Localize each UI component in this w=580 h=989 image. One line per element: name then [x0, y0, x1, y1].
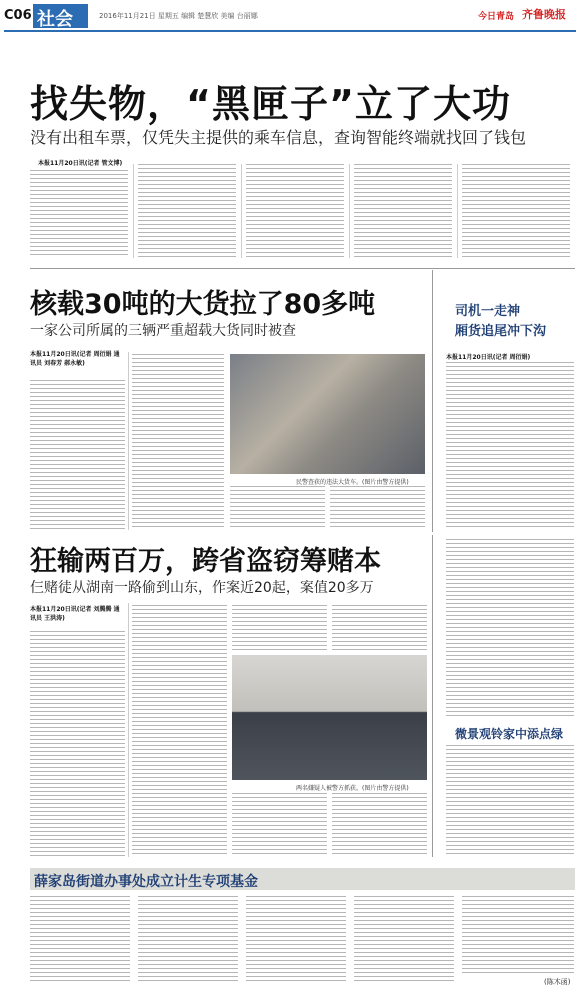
text-column	[138, 896, 238, 984]
story1-body	[30, 164, 575, 262]
truck-photo	[230, 354, 425, 474]
text-column	[132, 605, 227, 857]
story-gambler-theft	[0, 535, 580, 865]
text-column	[232, 605, 327, 650]
story2-sidebar-headline-1: 司机一走神	[455, 304, 521, 319]
suspects-photo	[232, 655, 427, 780]
story3-subhead: 仨赌徒从湖南一路偷到山东，作案近20起，案值20多万	[30, 580, 374, 596]
story-lost-wallet	[0, 40, 580, 265]
story1-subhead: 没有出租车票，仅凭失主提供的乘车信息，查询智能终端就找回了钱包	[30, 128, 527, 147]
text-column	[30, 380, 125, 530]
newspaper-logo: 齐鲁晚报	[522, 8, 566, 21]
story-overloaded-truck	[0, 270, 580, 535]
story1-headline: 找失物，“黑匣子”立了大功	[30, 82, 511, 126]
text-column	[354, 164, 452, 258]
text-column	[230, 486, 325, 530]
text-column	[30, 631, 125, 856]
story3-photo-caption: 两名嫌疑人被警方抓获。(图片由警方提供)	[296, 785, 409, 792]
section-divider	[30, 268, 575, 269]
story2-photo-caption: 民警查获的违法大货车。(图片由警方提供)	[296, 479, 409, 486]
header-rule	[4, 30, 576, 32]
text-column	[138, 164, 236, 258]
text-column	[30, 170, 128, 258]
story3-dateline: 本报11月20日讯(记者 刘腾腾 通讯员 王洪涛)	[30, 606, 120, 622]
story4-headline: 薛家岛街道办事处成立计生专项基金	[34, 874, 258, 890]
section-badge	[33, 4, 88, 28]
story2-subhead: 一家公司所属的三辆严重超载大货同时被查	[30, 323, 296, 339]
story2-sidebar-headline-2: 厢货追尾冲下沟	[455, 324, 547, 339]
page-header	[0, 0, 580, 32]
story2-dateline: 本报11月20日讯(记者 周衍娟 通讯员 刘春芳 郝永敏)	[30, 351, 120, 367]
text-column	[354, 896, 454, 984]
text-column	[332, 793, 427, 857]
text-column	[446, 745, 574, 857]
story4-byline: (陈木函)	[544, 978, 571, 986]
text-column	[332, 605, 427, 650]
text-column	[132, 354, 224, 530]
text-column	[246, 896, 346, 984]
section-name: 社会	[37, 9, 73, 30]
text-column	[30, 896, 130, 984]
page-code: C06	[4, 8, 32, 23]
text-column	[232, 793, 327, 857]
text-column	[446, 539, 574, 719]
story4-headline-bar	[30, 868, 575, 890]
story2-headline: 核载30吨的大货拉了80多吨	[30, 289, 376, 320]
story3-sidebar-headline: 微景观铃家中添点绿	[455, 727, 564, 741]
text-column	[462, 164, 570, 258]
story1-dateline: 本报11月20日讯(记者 管文博)	[38, 160, 123, 167]
story-fund	[0, 860, 580, 989]
text-column	[330, 486, 425, 530]
issue-line: 2016年11月21日 星期五 编辑 楚慧欣 美编 台丽娜	[99, 12, 258, 20]
text-column	[246, 164, 344, 258]
story3-headline: 狂输两百万，跨省盗窃筹赌本	[30, 546, 381, 577]
brand-name: 今日青岛	[478, 12, 515, 22]
text-column	[462, 896, 574, 974]
story2-sidebar-dateline: 本报11月20日讯(记者 周衍娟)	[446, 354, 531, 361]
text-column	[446, 362, 574, 530]
